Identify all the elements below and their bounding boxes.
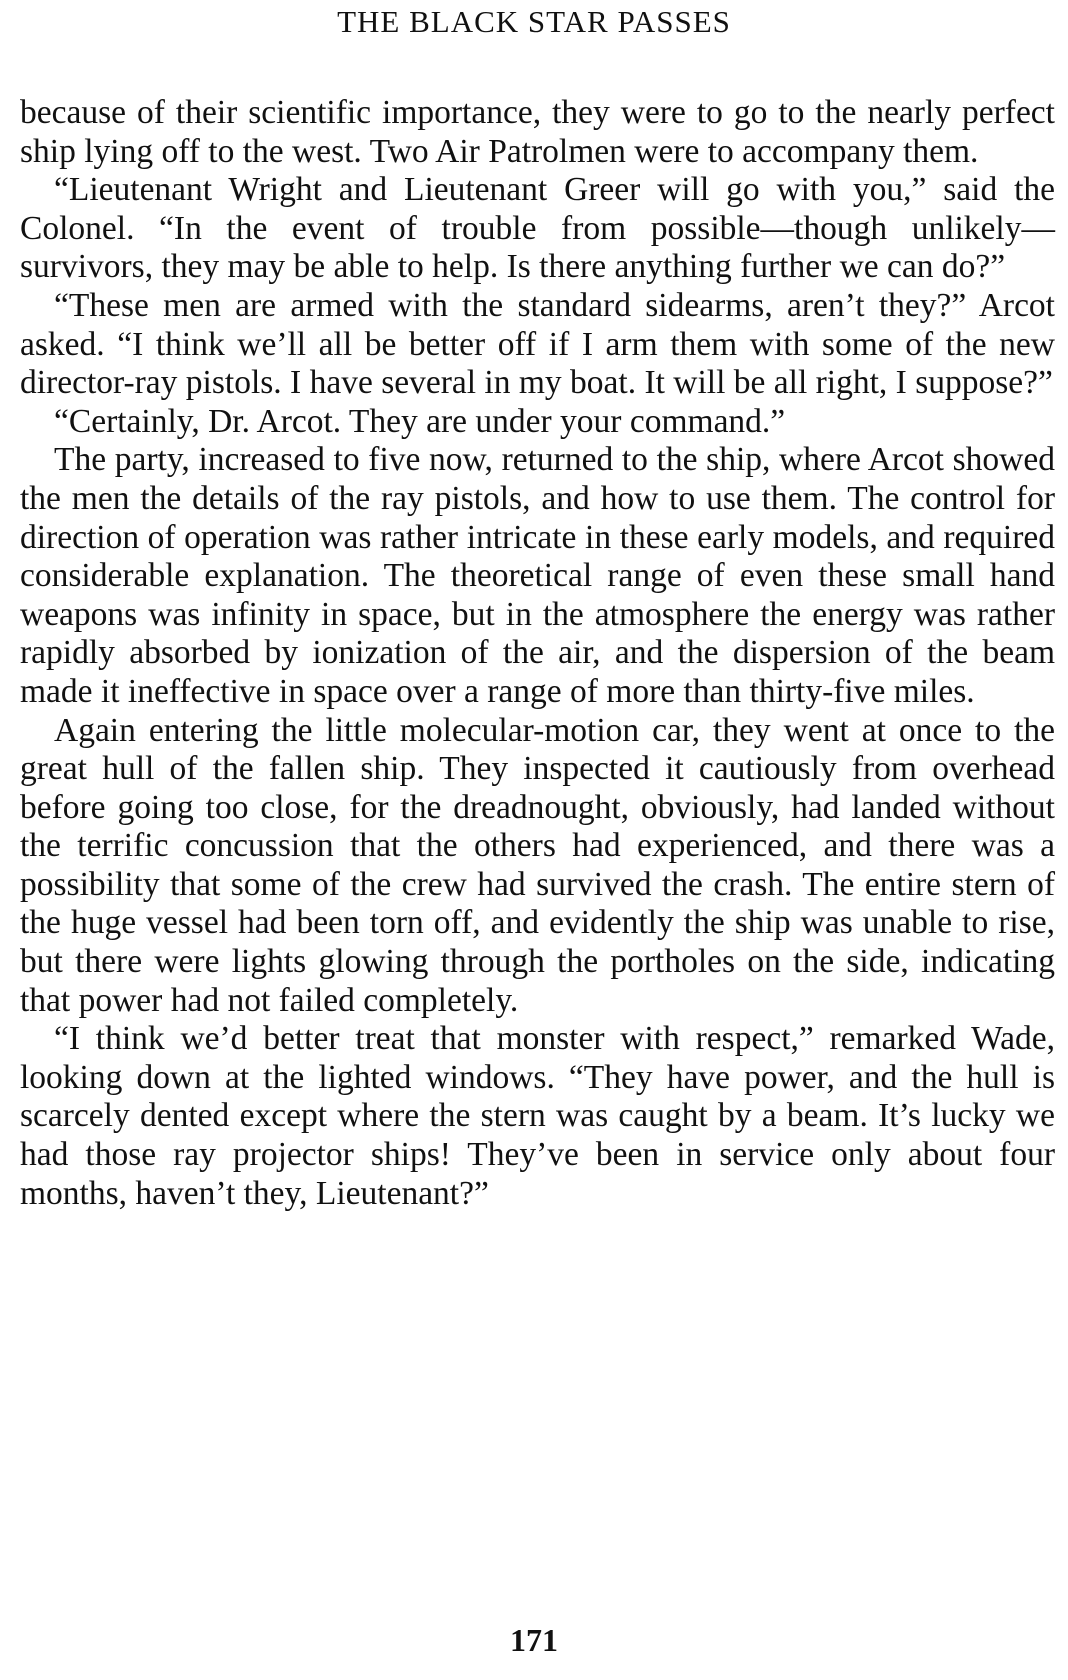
paragraph: “Lieutenant Wright and Lieutenant Greer will go with you,” said the Colonel. “In the event of trouble from possible—though unlikely—survivors, they may be able to help. Is there anything further we can do?” <box>20 171 1055 286</box>
paragraph: “These men are armed with the standard sidearms, aren’t they?” Arcot asked. “I think we’ll all be better off if I arm them with some of the new director-ray pistols. I have several in my boat. It will be all right, I suppose?” <box>20 286 1055 402</box>
page-number: 171 <box>510 1622 558 1658</box>
paragraph: The party, increased to five now, returned to the ship, where Arcot showed the men the details of the ray pistols, and how to use them. The control for direction of operation was rather intricate in these early models, and required considerable explanation. The theoretical range of even these small hand weapons was infinity in space, but in the atmosphere the energy was rather rapidly absorbed by ionization of the air, and the dispersion of the beam made it ineffective in space over a range of more than thirty-five miles. <box>20 441 1055 710</box>
body-text <box>20 94 1055 1213</box>
running-head: THE BLACK STAR PASSES <box>337 4 731 39</box>
paragraph: “Certainly, Dr. Arcot. They are under your command.” <box>54 402 786 440</box>
paragraph: “I think we’d better treat that monster with respect,” remarked Wade, looking down at the lighted windows. “They have power, and the hull is scarcely dented except where the stern was caught by a beam. It’s lucky we had those ray projector ships! They’ve been in service only about four months, haven’t they, Lieutenant?” <box>20 1020 1055 1212</box>
paragraph: Again entering the little molecular-motion car, they went at once to the great hull of the fallen ship. They inspected it cautiously from overhead before going too close, for the dreadnought, obviously, had landed without the terrific concussion that the others had experienced, and there was a possibility that some of the crew had survived the crash. The entire stern of the huge vessel had been torn off, and evidently the ship was unable to rise, but there were lights glowing through the portholes on the side, indicating that power had not failed completely. <box>20 711 1055 1019</box>
paragraph: because of their scientific importance, they were to go to the nearly perfect ship lying off to the west. Two Air Patrolmen were to accompany them. <box>20 94 1055 170</box>
